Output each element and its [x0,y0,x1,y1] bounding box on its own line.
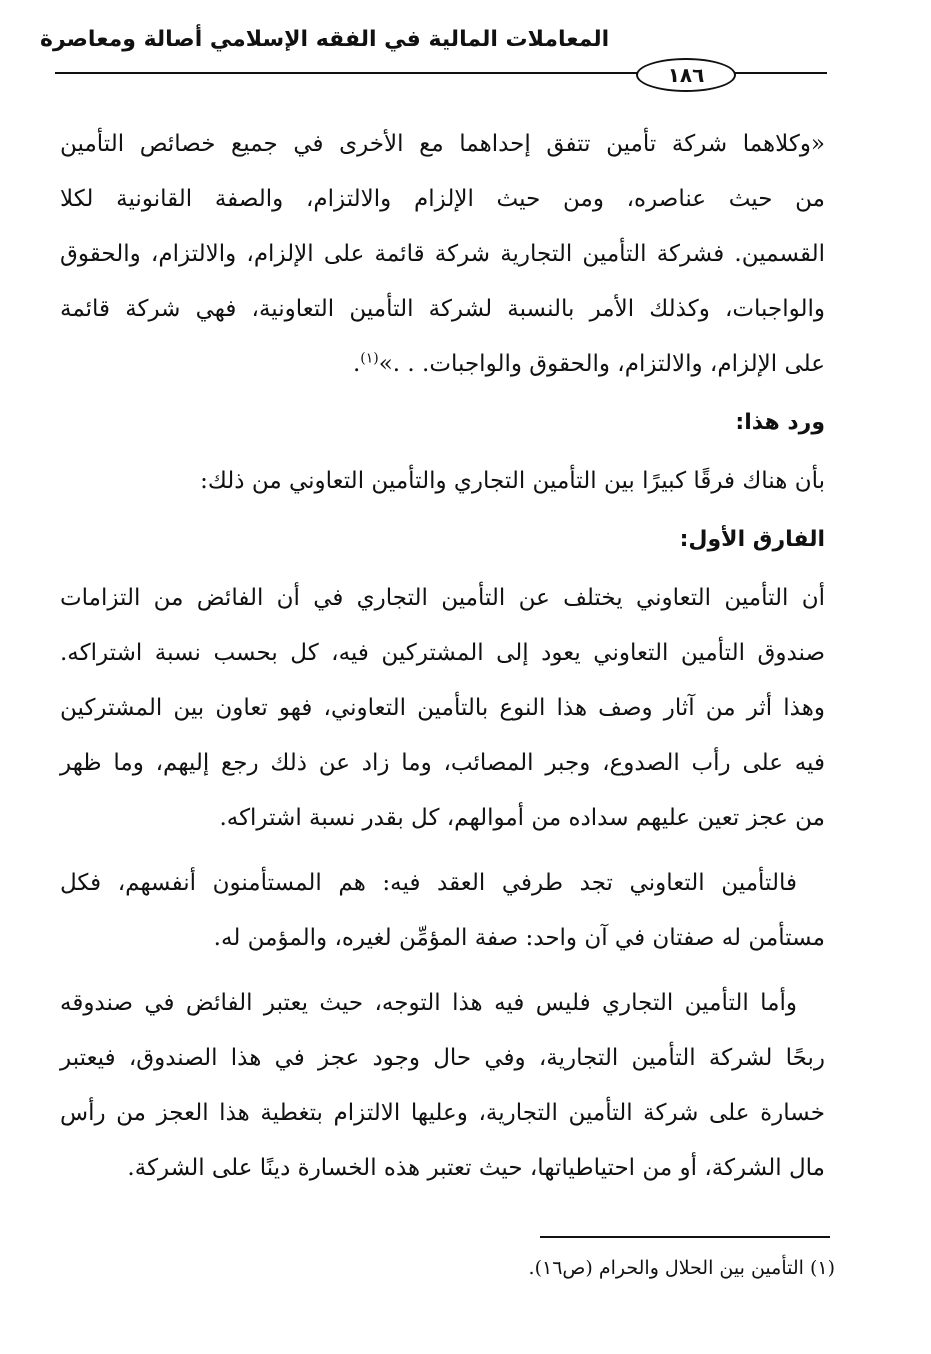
paragraph-cooperative [60,856,825,966]
text-line: مستأمن له صفتان في آن واحد: صفة المؤمِّن لغيره، والمؤمن له. [213,925,825,951]
text-line: من عجز تعين عليهم سداده من أموالهم، كل بقدر نسبة اشتراكه. [219,805,825,831]
text-line: أن التأمين التعاوني يختلف عن التأمين التجاري في أن الفائض من التزامات [60,585,825,611]
text-line: خسارة على شركة التأمين التجارية، وعليها الالتزام بتغطية هذا العجز من رأس [60,1100,825,1126]
text-line: فيه على رأب الصدوع، وجبر المصائب، وما زاد عن ذلك رجع إليهم، وما ظهر [60,750,825,776]
heading-first-difference: الفارق الأول: [679,527,825,552]
quote-end-text: على الإلزام، والالتزام، والحقوق والواجبات. . .» [378,351,825,377]
paragraph-commercial [60,976,825,1196]
paragraph-quote [60,117,825,392]
heading-objection: ورد هذا: [735,410,825,435]
footnote-rule [540,1236,830,1238]
text-line: وأما التأمين التجاري فليس فيه هذا التوجه، حيث يعتبر الفائض في صندوقه [60,990,797,1016]
text-line: «وكلاهما شركة تأمين تتفق إحداهما مع الأخرى في جميع خصائص التأمين [60,131,825,157]
text-line: ربحًا لشركة التأمين التجارية، وفي حال وجود عجز في هذا الصندوق، فيعتبر [60,1045,825,1071]
text-line: وهذا أثر من آثار وصف هذا النوع بالتأمين التعاوني، فهو تعاون بين المشتركين [60,695,825,721]
page-number: ١٨٦ [667,63,705,87]
text-line: على الإلزام، والالتزام، والحقوق والواجبات. . .»$^{(١)}$. [352,350,825,377]
footnote-ref: (١) [360,350,379,367]
running-title: المعاملات المالية في الفقه الإسلامي أصالة ومعاصرة [40,27,610,52]
text-line: والواجبات، وكذلك الأمر بالنسبة لشركة التأمين التعاونية، فهي شركة قائمة [60,296,825,322]
text-line: من حيث عناصره، ومن حيث الإلزام والالتزام، والصفة القانونية لكلا [60,186,825,212]
paragraph-first-difference [60,571,825,846]
text-line: فالتأمين التعاوني تجد طرفي العقد فيه: هم المستأمنون أنفسهم، فكل [60,870,797,896]
text-line: القسمين. فشركة التأمين التجارية شركة قائمة على الإلزام، والالتزام، والحقوق [60,241,825,267]
body-text [60,117,825,1196]
text-line: بأن هناك فرقًا كبيرًا بين التأمين التجاري والتأمين التعاوني من ذلك: [200,468,825,494]
footnote: (١) التأمين بين الحلال والحرام (ص١٦). [528,1257,835,1279]
text-line: صندوق التأمين التعاوني يعود إلى المشتركين فيه، كل بحسب نسبة اشتراكه. [60,640,825,666]
text-line: مال الشركة، أو من احتياطياتها، حيث تعتبر هذه الخسارة دينًا على الشركة. [127,1155,825,1181]
page-number-badge [636,58,736,92]
